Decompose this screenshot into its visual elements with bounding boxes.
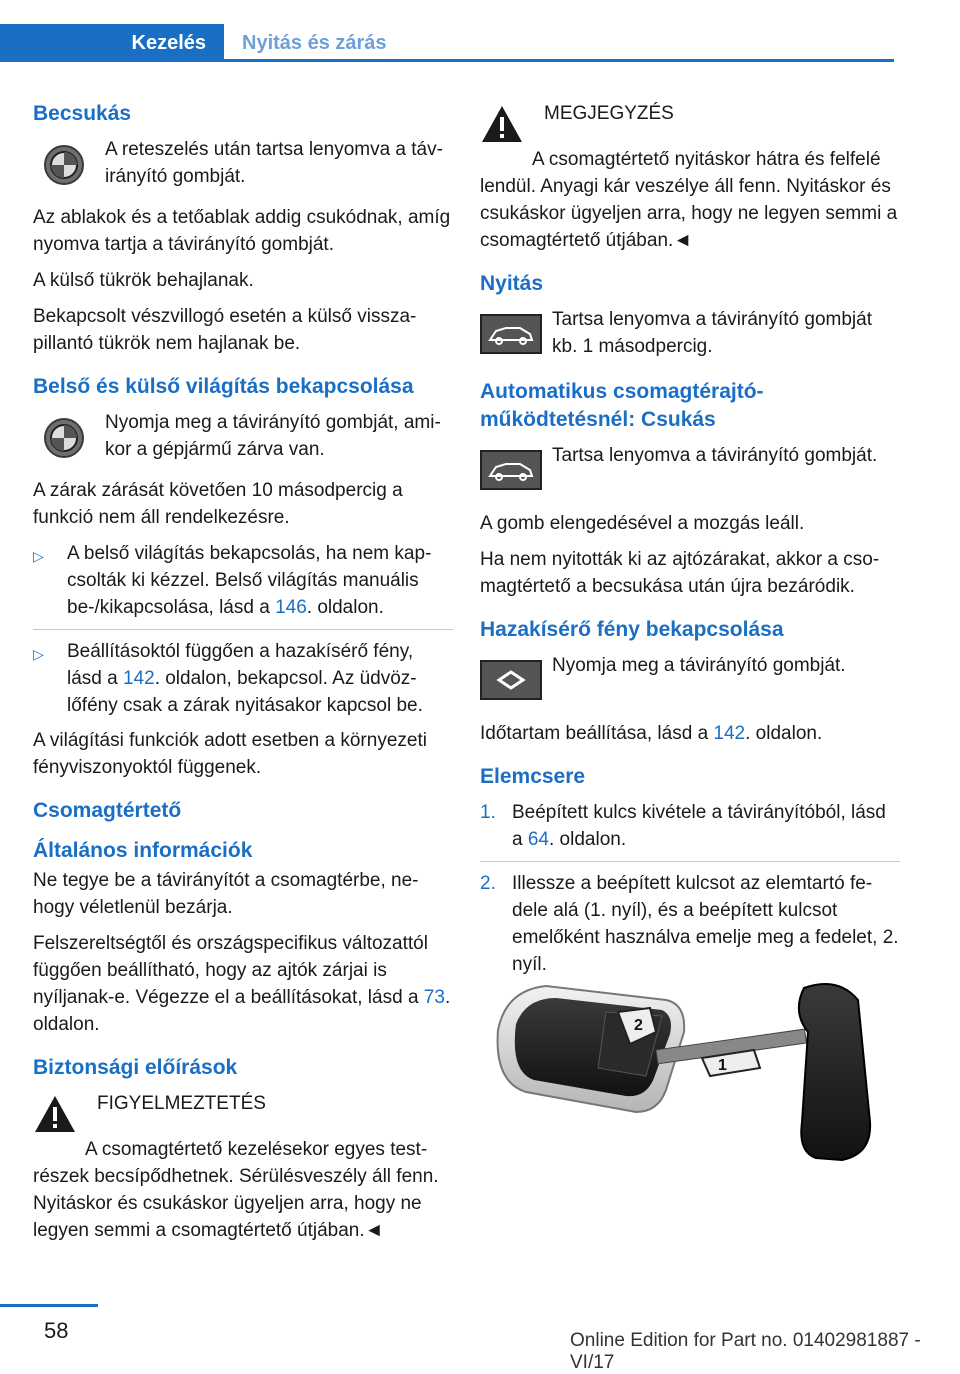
- heading-automatikus: Automatikus csomagtérajtó-működtetésnél: Csukás: [480, 380, 764, 431]
- automatikus-instruction: [480, 442, 900, 498]
- page-link[interactable]: 64: [527, 829, 549, 850]
- header-rule: [224, 59, 894, 62]
- page-link[interactable]: 73: [423, 987, 445, 1008]
- heading-altalanos: Általános információk: [33, 839, 253, 862]
- paragraph: A gomb elengedésével a mozgás leáll.: [480, 513, 805, 534]
- paragraph: Ha nem nyitották ki az ajtózárakat, akkor a csomagtértető a becsukása után újra bezáródik.: [480, 549, 880, 597]
- key-battery-illustration: [486, 972, 886, 1172]
- light-button-icon: [480, 652, 542, 708]
- page-link[interactable]: 142: [713, 723, 746, 744]
- edition-footer: Online Edition for Part no. 01402981887 - VI/17: [570, 1330, 921, 1373]
- paragraph: A zárak zárását követően 10 másodpercig a funkció nem áll rendelkezésre.: [33, 480, 403, 528]
- left-column: [33, 100, 453, 1253]
- list-number: 2.: [480, 873, 496, 894]
- heading-csomagterteto: Csomagtértető: [33, 799, 182, 822]
- heading-nyitas: Nyitás: [480, 272, 544, 295]
- triangle-bullet-icon: ▷: [33, 548, 44, 564]
- note-text: A csomagtértető nyitáskor hátra és felfelé lendül. Anyagi kár veszélye áll fenn. Nyitáskor és csukáskor ügyeljen arra, hogy ne legyen semmi a csomagtértető útjában.◄: [480, 149, 898, 251]
- heading-elemcsere: Elemcsere: [480, 765, 586, 788]
- list-number: 1.: [480, 802, 496, 823]
- heading-vilagitas: Belső és külső világítás bekapcsolása: [33, 375, 414, 398]
- footer-rule: [0, 1304, 98, 1307]
- paragraph: Bekapcsolt vészvillogó esetén a külső visszapillantó tükrök nem hajlanak be.: [33, 306, 417, 354]
- page-header: [0, 0, 960, 62]
- divider: [480, 861, 900, 862]
- becsukas-instruction: [33, 136, 453, 192]
- arrow-label-2: 2: [634, 1017, 643, 1034]
- paragraph: Ne tegye be a távirányítót a csomagtérbe, nehogy véletlenül bezárja.: [33, 870, 419, 918]
- list-item: 1. Beépített kulcs kivétele a távirányítóból, lásd a 64. oldalon.: [480, 799, 900, 853]
- triangle-bullet-icon: ▷: [33, 646, 44, 662]
- remote-lock-button-icon: [33, 409, 95, 465]
- becsukas-icon-text: A reteszelés után tartsa lenyomva a távirányító gombját.: [105, 139, 443, 187]
- paragraph: A külső tükrök behajlanak.: [33, 270, 254, 291]
- remote-lock-button-icon: [33, 136, 95, 192]
- trunk-button-icon: [480, 306, 542, 362]
- page-link[interactable]: 142: [122, 668, 155, 689]
- warning-block: [33, 1090, 453, 1139]
- tab-nyitas-es-zaras[interactable]: Nyitás és zárás: [242, 32, 387, 54]
- arrow-label-1: 1: [718, 1057, 727, 1074]
- heading-biztonsagi: Biztonsági előírások: [33, 1056, 238, 1079]
- vilagitas-instruction: [33, 409, 453, 465]
- heading-becsukas: Becsukás: [33, 102, 132, 125]
- right-column: [480, 100, 900, 986]
- paragraph: A világítási funkciók adott esetben a környezeti fényviszonyoktól függenek.: [33, 730, 427, 778]
- warning-triangle-icon: [33, 1094, 81, 1139]
- hazakisero-instruction: [480, 652, 900, 708]
- warning-text: A csomagtértető kezelésekor egyes testrészek becsípődhetnek. Sérülésveszély áll fenn. Nyitáskor és csukáskor ügyeljen arra, hogy ne legyen semmi a csomagtértető útjában.◄: [33, 1139, 439, 1241]
- hazakisero-icon-text: Nyomja meg a távirányító gombját.: [552, 655, 846, 676]
- heading-hazakisero: Hazakísérő fény bekapcsolása: [480, 618, 784, 641]
- warning-heading: FIGYELMEZTETÉS: [97, 1093, 266, 1114]
- tab-kezeles[interactable]: Kezelés: [0, 24, 224, 62]
- paragraph: Az ablakok és a tetőablak addig csukódnak, amíg nyomva tartja a távirányító gombját.: [33, 207, 451, 255]
- page-number: 58: [44, 1318, 69, 1343]
- nyitas-icon-text: Tartsa lenyomva a távirányító gombját kb. 1 másodpercig.: [552, 309, 872, 357]
- list-item: ▷ A belső világítás bekapcsolás, ha nem kapcsolták ki kézzel. Belső világítás manuális be-/kikapcsolása, lásd a 146. oldalon.: [33, 540, 453, 621]
- vilagitas-icon-text: Nyomja meg a távirányító gombját, amikor a gépjármű zárva van.: [105, 412, 441, 460]
- paragraph: Időtartam beállítása, lásd a 142. oldalon.: [480, 723, 823, 744]
- warning-triangle-icon: [480, 104, 528, 149]
- trunk-button-icon: [480, 442, 542, 498]
- divider: [33, 629, 453, 630]
- paragraph: Felszereltségtől és országspecifikus változattól függően beállítható, hogy az ajtók zárjai is nyíljanak-e. Végezze el a beállításokat, lásd a 73. oldalon.: [33, 933, 451, 1035]
- note-block: [480, 100, 900, 149]
- automatikus-icon-text: Tartsa lenyomva a távirányító gombját.: [552, 445, 878, 466]
- nyitas-instruction: [480, 306, 900, 362]
- list-item: ▷ Beállításoktól függően a hazakísérő fény, lásd a 142. oldalon, bekapcsol. Az üdvözlőfény csak a zárak nyitásakor kapcsol be.: [33, 638, 453, 719]
- list-item: 2. Illessze a beépített kulcsot az elemtartó fedele alá (1. nyíl), és a beépített kulcsot emelőként használva emelje meg a fedelet, 2. nyíl.: [480, 870, 900, 978]
- page-link[interactable]: 146: [275, 597, 307, 618]
- note-heading: MEGJEGYZÉS: [544, 103, 674, 124]
